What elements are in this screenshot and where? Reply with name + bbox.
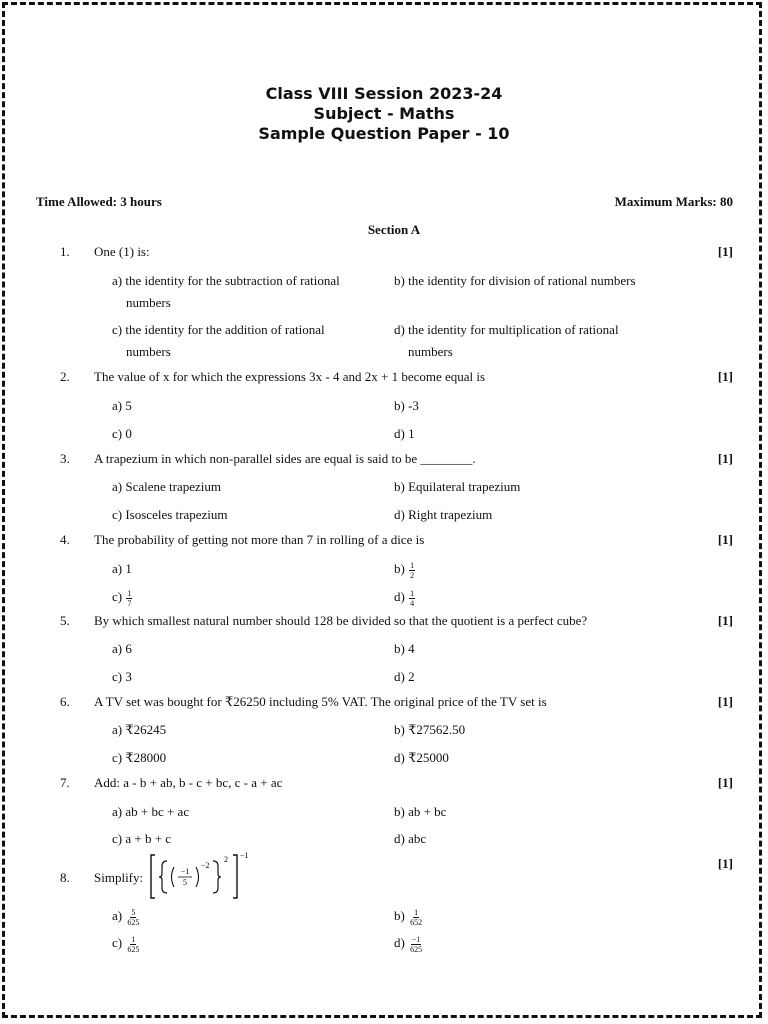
question-number: 1. (60, 244, 70, 259)
question-number: 3. (60, 451, 70, 466)
maximum-marks: Maximum Marks: 80 (614, 194, 733, 209)
option-c: c) Isosceles trapezium (112, 507, 228, 522)
fraction: $\frac{-1}{625}$ (410, 934, 423, 954)
question-text: By which smallest natural number should 128 be divided so that the quotient is a perfect cube? (94, 613, 588, 628)
question-marks: [1] (717, 369, 733, 384)
header-class: Class VIII Session 2023-24 (265, 84, 503, 103)
question-text: Add: a - b + ab, b - c + bc, c - a + ac (94, 775, 283, 790)
option-b: b) ₹27562.50 (394, 722, 466, 737)
option-c: c) $\frac{1}{7}$ (112, 588, 132, 608)
question-text: One (1) is: (94, 244, 150, 259)
fraction: $\frac{1}{2}$ (410, 560, 415, 580)
question-marks: [1] (717, 451, 733, 466)
question-text: The value of x for which the expressions 3x - 4 and 2x + 1 become equal is (94, 369, 486, 384)
question-marks: [1] (717, 775, 733, 790)
question-marks: [1] (717, 856, 733, 871)
outer-exponent: −1 (240, 852, 249, 860)
option-c: c) ₹28000 (112, 750, 167, 765)
question-marks: [1] (717, 244, 733, 259)
question-number: 2. (60, 369, 70, 384)
option-a: a) the identity for the subtraction of rational numbers (112, 273, 340, 310)
question-number: 5. (60, 613, 70, 628)
option-a: a) ab + bc + ac (112, 804, 190, 819)
fraction: $\frac{1}{625}$ (127, 934, 140, 954)
option-a: a) 6 (112, 641, 132, 656)
question-marks: [1] (717, 532, 733, 547)
question-marks: [1] (717, 613, 733, 628)
option-d: d) ₹25000 (394, 750, 449, 765)
question-number: 4. (60, 532, 70, 547)
question-text: The probability of getting not more than 7 in rolling of a dice is (94, 532, 425, 547)
option-b: b) 4 (394, 641, 415, 656)
expr-denominator: 5 (183, 878, 187, 887)
expr-numerator: −1 (180, 867, 190, 876)
middle-exponent: 2 (224, 855, 228, 864)
option-b: b) ab + bc (394, 804, 447, 819)
option-c: c) 0 (112, 426, 132, 441)
option-d: d) 1 (394, 426, 415, 441)
paper-header (0, 84, 768, 144)
fraction: $\frac{1}{652}$ (410, 907, 423, 927)
option-c: c) 3 (112, 669, 132, 684)
option-c: c) the identity for the addition of rational numbers (112, 322, 325, 359)
option-b: b) -3 (394, 398, 419, 413)
header-paper: Sample Question Paper - 10 (258, 124, 510, 143)
option-d: d) the identity for multiplication of rational numbers (394, 322, 619, 359)
option-a: a) 5 (112, 398, 132, 413)
option-d: d) abc (394, 831, 427, 846)
inner-exponent: −2 (201, 861, 210, 870)
option-d: d) $\frac{-1}{625}$ (394, 934, 423, 954)
option-a: a) $\frac{5}{625}$ (112, 907, 140, 927)
option-d: d) Right trapezium (394, 507, 493, 522)
fraction: $\frac{5}{625}$ (127, 907, 140, 927)
option-c: c) $\frac{1}{625}$ (112, 934, 140, 954)
option-c: c) a + b + c (112, 831, 172, 846)
option-a: a) ₹26245 (112, 722, 167, 737)
question-text: A TV set was bought for ₹26250 including 5% VAT. The original price of the TV set is (94, 694, 547, 709)
option-d: d) 2 (394, 669, 415, 684)
fraction: $\frac{1}{7}$ (127, 588, 132, 608)
option-d: d) $\frac{1}{4}$ (394, 588, 415, 608)
option-a: a) Scalene trapezium (112, 479, 221, 494)
simplify-expression (148, 852, 268, 902)
option-b: b) the identity for division of rational numbers (394, 273, 636, 288)
question-number: 6. (60, 694, 70, 709)
option-b: b) Equilateral trapezium (394, 479, 521, 494)
question-text: A trapezium in which non-parallel sides are equal is said to be ________. (94, 451, 476, 466)
question-text: Simplify: (94, 870, 144, 885)
header-subject: Subject - Maths (313, 104, 455, 123)
option-a: a) 1 (112, 561, 132, 576)
question-number: 8. (60, 870, 70, 885)
time-allowed: Time Allowed: 3 hours (36, 194, 162, 209)
fraction: $\frac{1}{4}$ (410, 588, 415, 608)
option-b: b) $\frac{1}{652}$ (394, 907, 423, 927)
question-marks: [1] (717, 694, 733, 709)
section-title: Section A (367, 222, 421, 237)
question-number: 7. (60, 775, 70, 790)
option-b: b) $\frac{1}{2}$ (394, 560, 415, 580)
